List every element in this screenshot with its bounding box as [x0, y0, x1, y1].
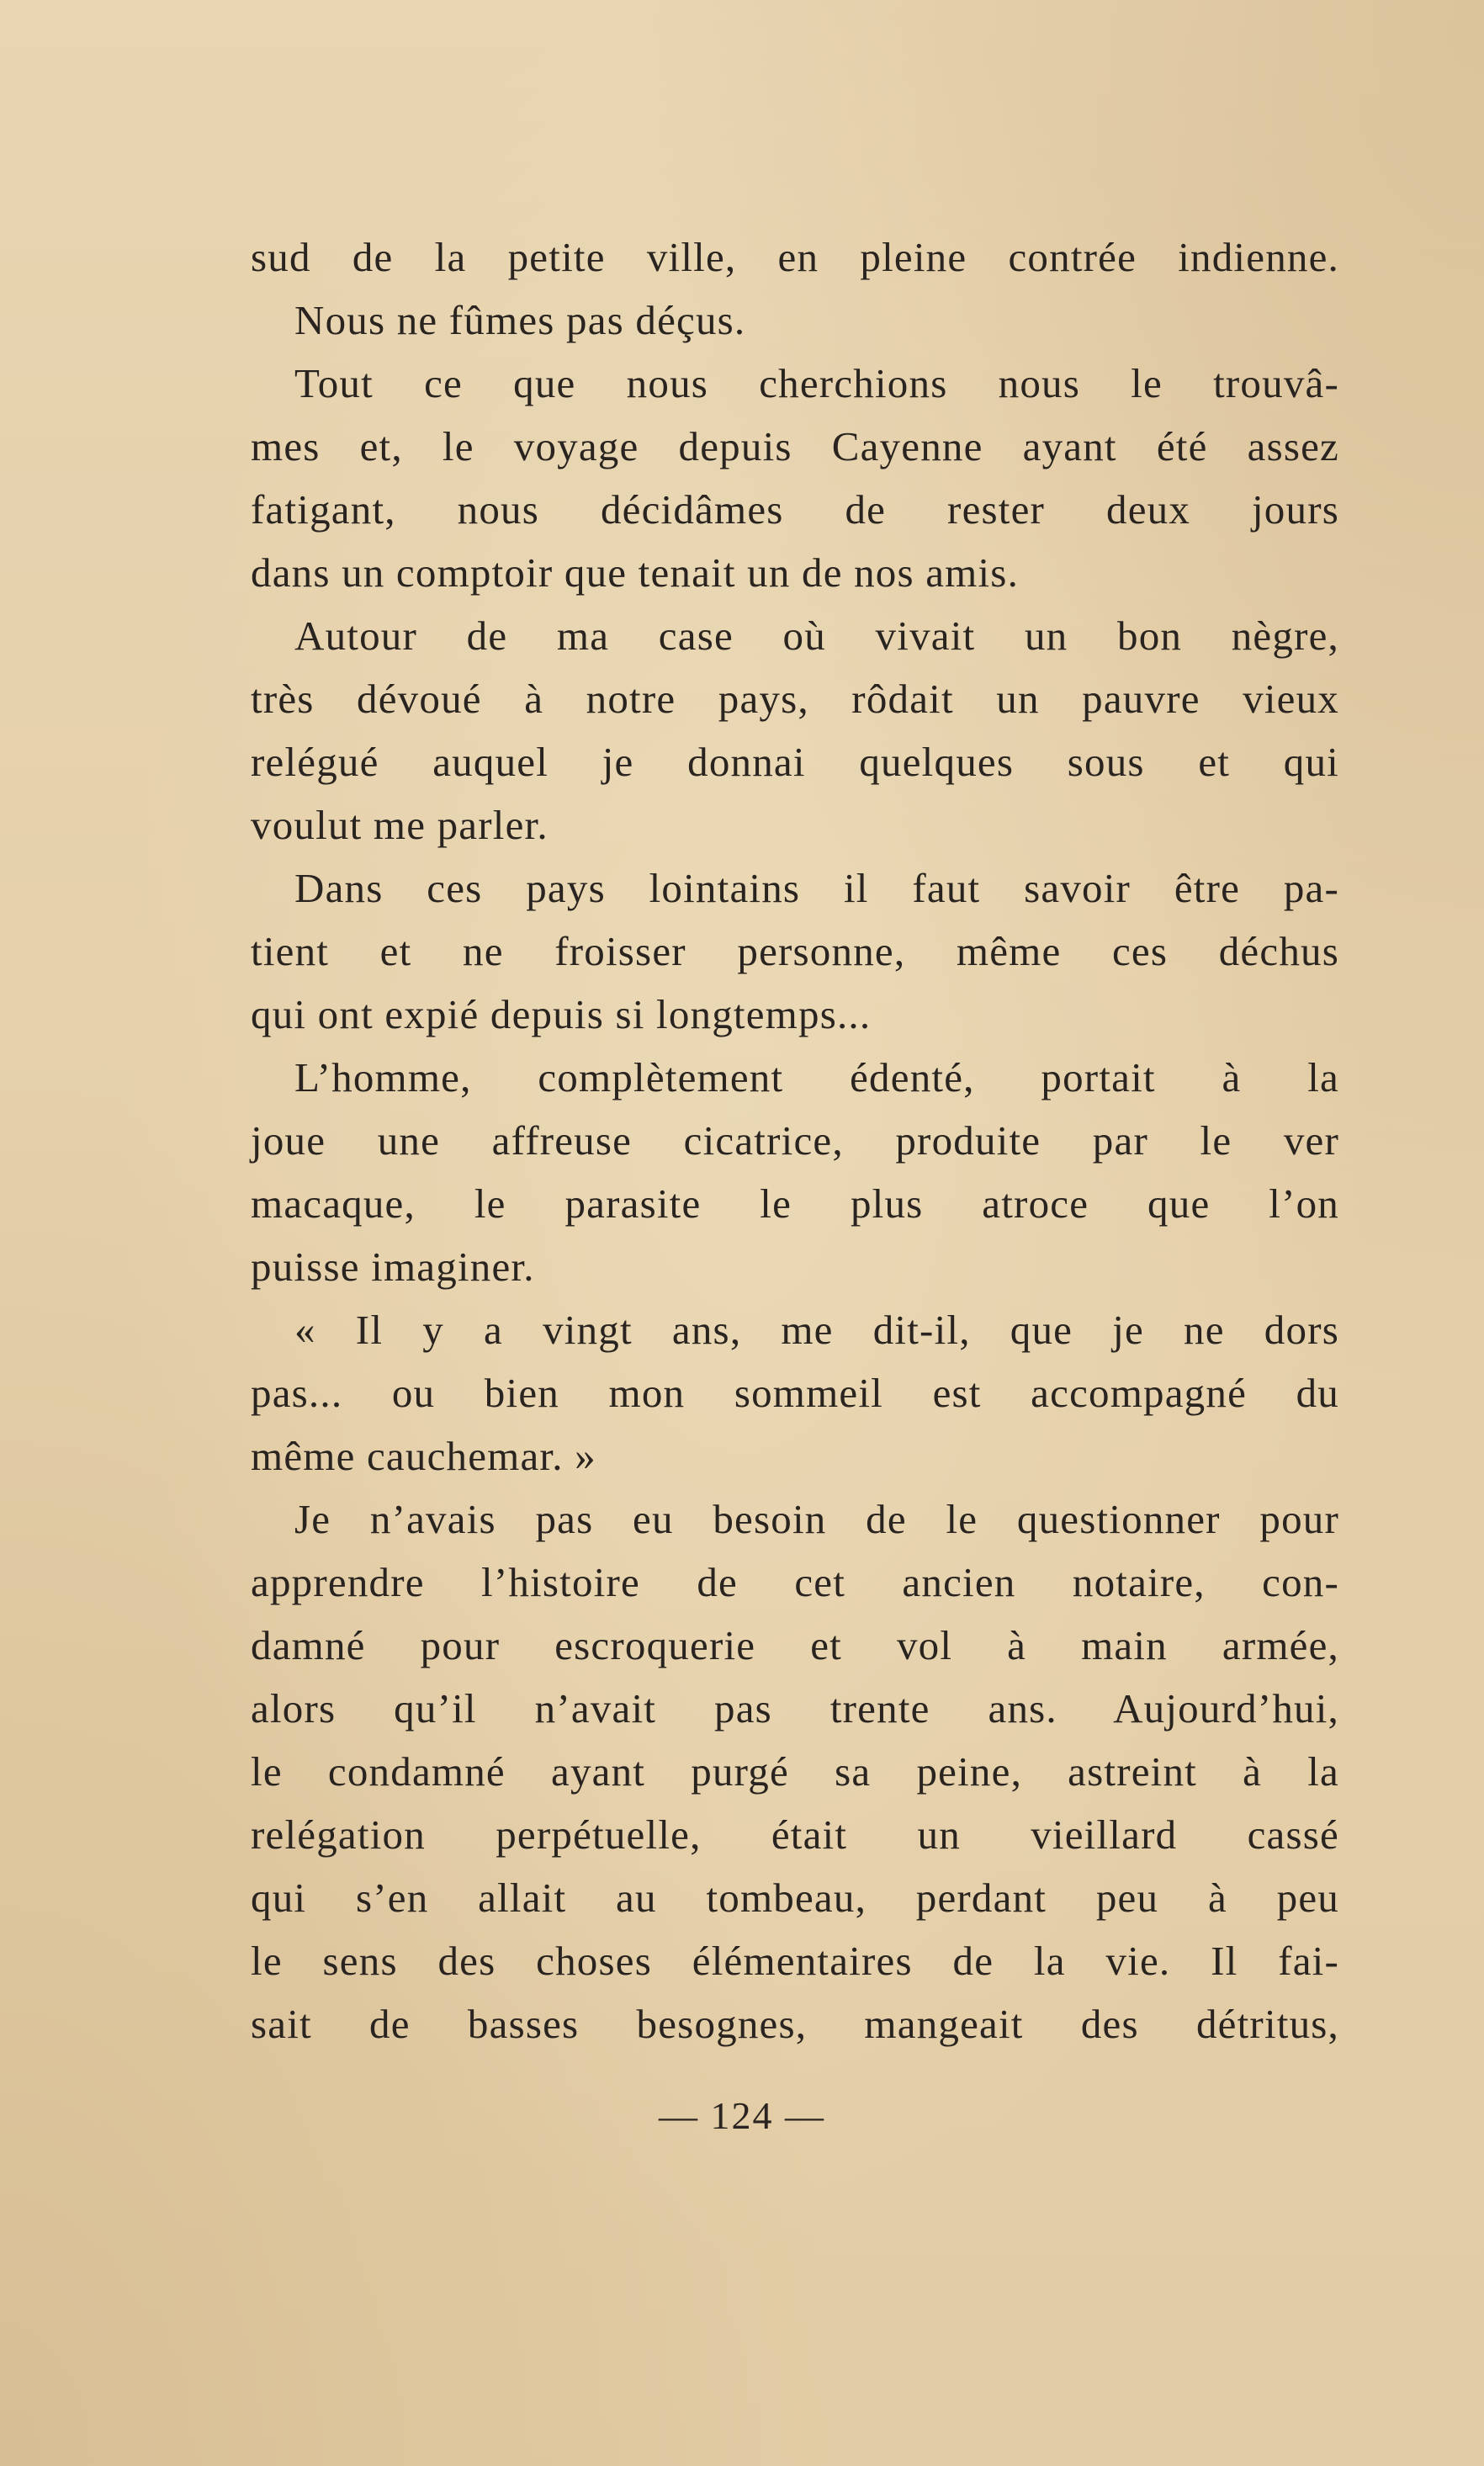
- text-line: même cauchemar. »: [251, 1433, 596, 1479]
- text-line: mes et, le voyage depuis Cayenne ayant été assez: [251, 423, 1339, 469]
- text-line: « Il y a vingt ans, me dit-il, que je ne dors: [294, 1307, 1339, 1353]
- text-line: dans un comptoir que tenait un de nos amis.: [251, 549, 1020, 596]
- text-line: relégation perpétuelle, était un vieillard cassé: [251, 1811, 1339, 1858]
- text-line: qui ont expié depuis si longtemps...: [251, 991, 872, 1037]
- text-line: puisse imaginer.: [251, 1244, 535, 1290]
- text-line: apprendre l’histoire de cet ancien notaire, con-: [251, 1559, 1339, 1605]
- text-line: Je n’avais pas eu besoin de le questionner pour: [294, 1496, 1339, 1542]
- text-line: L’homme, complètement édenté, portait à la: [294, 1054, 1339, 1100]
- text-line: joue une affreuse cicatrice, produite par le ver: [251, 1117, 1339, 1164]
- text-line: le condamné ayant purgé sa peine, astreint à la: [251, 1748, 1339, 1795]
- text-line: le sens des choses élémentaires de la vie. Il fai-: [251, 1938, 1339, 1984]
- text-line: Nous ne fûmes pas déçus.: [294, 297, 746, 343]
- text-line: damné pour escroquerie et vol à main armée,: [251, 1622, 1339, 1668]
- body-text: [251, 225, 1339, 2055]
- text-line: très dévoué à notre pays, rôdait un pauvre vieux: [251, 676, 1339, 722]
- text-line: qui s’en allait au tombeau, perdant peu à peu: [251, 1875, 1339, 1921]
- text-line: tient et ne froisser personne, même ces déchus: [251, 928, 1339, 974]
- text-line: relégué auquel je donnai quelques sous et qui: [251, 739, 1339, 785]
- text-line: sud de la petite ville, en pleine contrée indienne.: [251, 234, 1339, 280]
- text-line: alors qu’il n’avait pas trente ans. Aujourd’hui,: [251, 1685, 1339, 1732]
- text-line: fatigant, nous décidâmes de rester deux jours: [251, 486, 1339, 533]
- page-number: — 124 —: [659, 2094, 825, 2137]
- text-line: pas... ou bien mon sommeil est accompagné du: [251, 1370, 1339, 1416]
- text-line: macaque, le parasite le plus atroce que l’on: [251, 1180, 1339, 1227]
- text-line: Tout ce que nous cherchions nous le trouvâ-: [294, 360, 1339, 406]
- text-line: Autour de ma case où vivait un bon nègre,: [294, 613, 1339, 659]
- text-line: voulut me parler.: [251, 802, 549, 848]
- text-line: Dans ces pays lointains il faut savoir être pa-: [294, 865, 1339, 911]
- text-line: sait de basses besognes, mangeait des détritus,: [251, 2001, 1339, 2047]
